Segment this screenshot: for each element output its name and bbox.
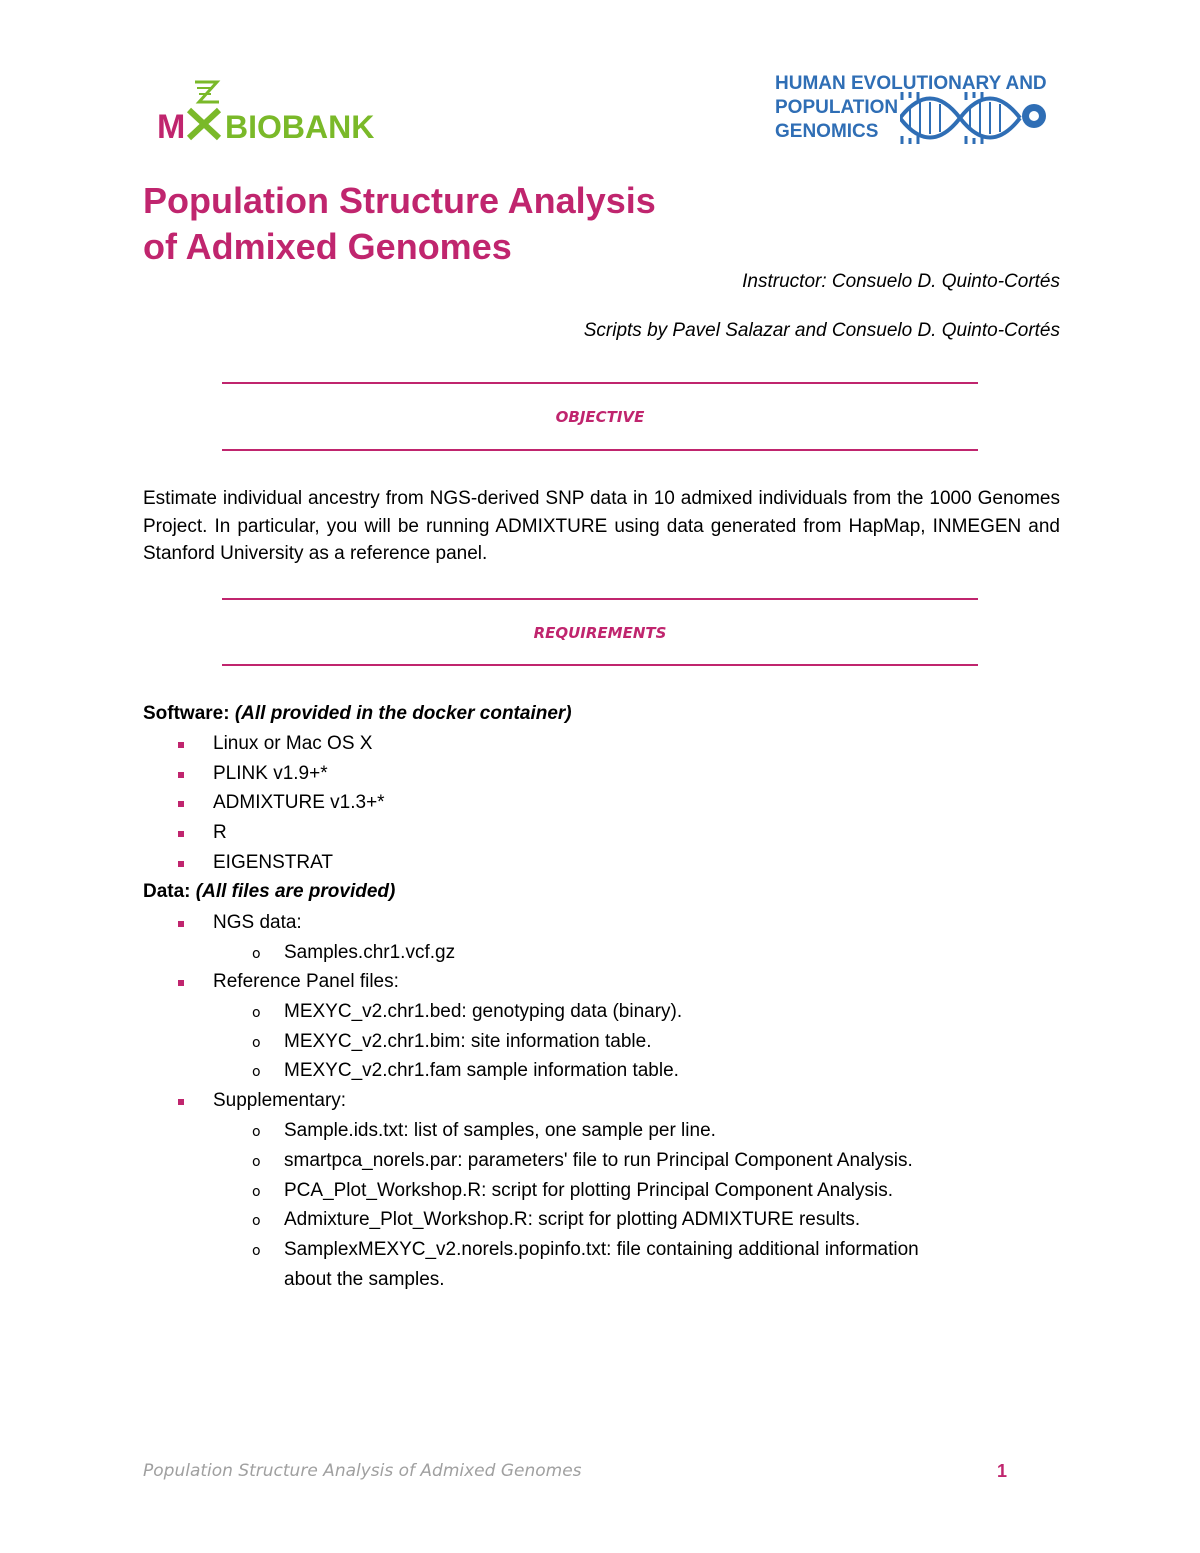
bullet-icon	[178, 861, 184, 867]
sub-list-item: Samples.chr1.vcf.gz	[284, 942, 456, 963]
data-label: Data:	[143, 881, 196, 902]
dna-helix-icon	[900, 92, 1048, 144]
list-item: R	[213, 822, 227, 843]
list-item: PLINK v1.9+*	[213, 763, 328, 784]
bullet-icon	[178, 1099, 184, 1105]
instructor-credit: Instructor: Consuelo D. Quinto-Cortés	[742, 271, 1060, 292]
circle-bullet-icon: o	[252, 1184, 261, 1200]
sub-list-item: MEXYC_v2.chr1.bim: site information table.	[284, 1031, 652, 1052]
bullet-icon	[178, 980, 184, 986]
hepg-logo	[775, 70, 1055, 150]
divider	[222, 449, 978, 451]
bullet-icon	[178, 831, 184, 837]
logo-line-3: GENOMICS	[775, 121, 879, 142]
list-item-ngs: NGS data:	[213, 912, 302, 933]
logo-line-2: POPULATION	[775, 97, 899, 118]
circle-bullet-icon: o	[252, 1243, 261, 1259]
sub-list-item: SamplexMEXYC_v2.norels.popinfo.txt: file containing additional information	[284, 1239, 919, 1260]
software-note: (All provided in the docker container)	[234, 703, 572, 724]
software-label: Software:	[143, 703, 235, 724]
mx-biobank-logo	[155, 78, 375, 148]
circle-bullet-icon: o	[252, 946, 261, 962]
page-number: 1	[997, 1461, 1008, 1481]
list-item-supplementary: Supplementary:	[213, 1090, 347, 1111]
sub-list-item-continuation: about the samples.	[284, 1269, 445, 1290]
list-item-reference: Reference Panel files:	[213, 971, 399, 992]
bullet-icon	[178, 772, 184, 778]
divider	[222, 598, 978, 600]
list-item: Linux or Mac OS X	[213, 733, 373, 754]
sub-list-item: smartpca_norels.par: parameters' file to run Principal Component Analysis.	[284, 1150, 913, 1171]
bullet-icon	[178, 742, 184, 748]
requirements-heading: REQUIREMENTS	[533, 624, 667, 642]
data-heading	[143, 881, 395, 903]
sub-list-item: PCA_Plot_Workshop.R: script for plotting Principal Component Analysis.	[284, 1180, 893, 1201]
software-heading	[143, 703, 572, 725]
sub-list-item: MEXYC_v2.chr1.bed: genotyping data (binary).	[284, 1001, 683, 1022]
list-item: EIGENSTRAT	[213, 852, 333, 873]
bullet-icon	[178, 921, 184, 927]
sub-list-item: MEXYC_v2.chr1.fam sample information table.	[284, 1060, 679, 1081]
list-item: ADMIXTURE v1.3+*	[213, 792, 385, 813]
circle-bullet-icon: o	[252, 1124, 261, 1140]
svg-text:BIOBANK: BIOBANK	[225, 109, 375, 145]
objective-heading: OBJECTIVE	[555, 408, 645, 426]
data-note: (All files are provided)	[195, 881, 396, 902]
scripts-credit: Scripts by Pavel Salazar and Consuelo D. Quinto-Cortés	[583, 320, 1060, 341]
page-title-line-1: Population Structure Analysis	[143, 180, 656, 221]
svg-text:M: M	[157, 108, 186, 146]
circle-bullet-icon: o	[252, 1064, 261, 1080]
sub-list-item: Admixture_Plot_Workshop.R: script for plotting ADMIXTURE results.	[284, 1209, 861, 1230]
circle-bullet-icon: o	[252, 1213, 261, 1229]
divider	[222, 664, 978, 666]
bullet-icon	[178, 801, 184, 807]
logo-line-1: HUMAN EVOLUTIONARY AND	[775, 73, 1047, 94]
circle-bullet-icon: o	[252, 1154, 261, 1170]
footer-title: Population Structure Analysis of Admixed Genomes	[143, 1461, 582, 1481]
page-title-line-2: of Admixed Genomes	[143, 226, 512, 267]
divider	[222, 382, 978, 384]
sub-list-item: Sample.ids.txt: list of samples, one sample per line.	[284, 1120, 716, 1141]
circle-bullet-icon: o	[252, 1035, 261, 1051]
circle-bullet-icon: o	[252, 1005, 261, 1021]
objective-text: Estimate individual ancestry from NGS-derived SNP data in 10 admixed individuals from the 1000 Genomes Project. In particular, you will be running ADMIXTURE using data generated from HapMap, INMEGEN and Stanford University as a reference panel.	[143, 488, 1060, 564]
